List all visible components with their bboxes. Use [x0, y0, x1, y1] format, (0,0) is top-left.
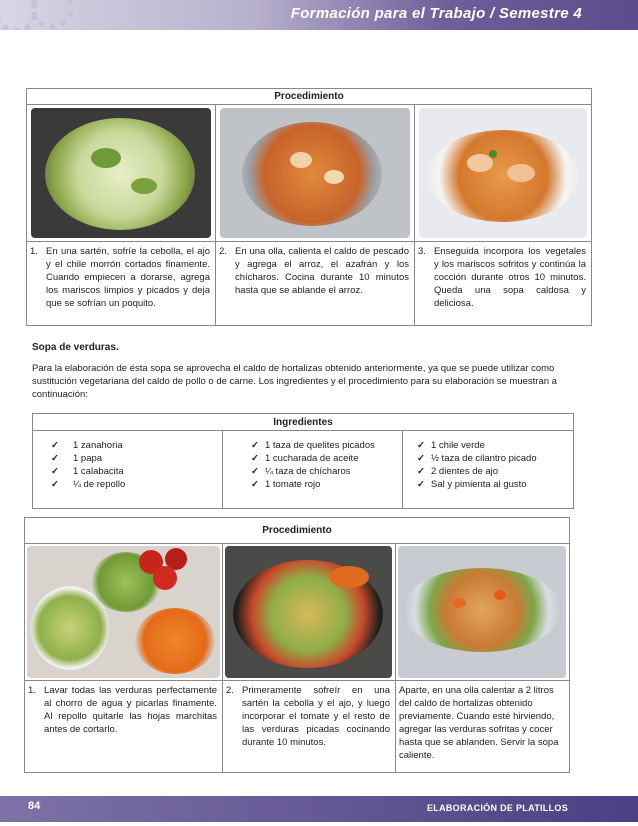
page-number: 84	[28, 800, 41, 812]
procedure-step: 3. Enseguida incorpora los vegetales y los mariscos sofritos y continúa la cocción durante otros 10 minutos. Queda una sopa caldosa y deliciosa.	[418, 246, 586, 309]
footer-section-title: ELABORACIÓN DE PLATILLOS	[426, 803, 568, 813]
photo-cell	[25, 544, 223, 680]
list-item: ✓ Sal y pimienta al gusto	[417, 479, 527, 490]
check-icon: ✓	[251, 440, 259, 451]
list-item: ✓ ½ taza de cilantro picado	[417, 453, 537, 464]
procedure-step: Aparte, en una olla calentar a 2 litros del caldo de hortalizas obtenido previamente. Cuando esté hirviendo, agregar las verduras sofritas y cocer hasta que se ablanden. Servir la sopa caliente.	[399, 685, 559, 761]
list-item: ✓ 1 taza de quelites picados	[251, 440, 375, 451]
check-icon: ✓	[51, 440, 59, 451]
ingredients-col	[403, 431, 573, 508]
list-item: ✓ 2 dientes de ajo	[417, 466, 499, 477]
procedure-step: 1. Lavar todas las verduras perfectamente al chorro de agua y picarlas finamente. Al repollo quitarle las hojas marchitas antes de cortarlo.	[25, 681, 223, 772]
photo-chopped-vegetables	[27, 546, 220, 678]
ingredients-header: Ingredientes	[33, 414, 573, 431]
procedure-table-seafood	[26, 88, 592, 326]
procedure-table-vegetable-soup	[24, 517, 570, 773]
procedure-step: 2. Primeramente sofreír en una sartén la cebolla y el ajo, y luego incorporar el tomate y el resto de las verduras picadas cocinando durante 10 minutos.	[223, 681, 396, 772]
list-item: ✓ ¼ de repollo	[51, 479, 126, 490]
ingredients-col	[223, 431, 403, 508]
procedure-step: 2. En una olla, calienta el caldo de pescado y agrega el arroz, el azafrán y los chícharos. Cocina durante 10 minutos hasta que se ablande el arroz.	[216, 242, 415, 325]
photo-rice-pot	[220, 108, 410, 238]
section-title: Sopa de verduras.	[32, 342, 119, 353]
check-icon: ✓	[251, 466, 259, 477]
check-icon: ✓	[251, 479, 259, 490]
photo-cell	[415, 105, 591, 241]
check-icon: ✓	[417, 466, 425, 477]
check-icon: ✓	[51, 466, 59, 477]
list-item: ✓ ¼ taza de chícharos	[251, 466, 351, 477]
photo-sauteed-onion	[31, 108, 211, 238]
section-intro: Para la elaboración de ésta sopa se aprovecha el caldo de hortalizas obtenido anteriormente, ya que se puede utilizar como sustitución vegetariana del caldo de pollo o de carne. Los ingredientes y el procedimiento para su elaboración se muestran a continuación:	[32, 363, 557, 400]
photo-cell	[396, 544, 569, 680]
check-icon: ✓	[417, 440, 425, 451]
photo-soup-pot	[398, 546, 566, 678]
check-icon: ✓	[51, 453, 59, 464]
photo-frying-pan	[225, 546, 392, 678]
ingredients-col	[33, 431, 223, 508]
ingredients-table	[32, 413, 574, 509]
photo-cell	[27, 105, 216, 241]
photo-cell	[223, 544, 396, 680]
page-footer	[0, 796, 638, 822]
procedure-step: 1. En una sartén, sofríe la cebolla, el ajo y el chile morrón cortados finamente. Cuando empiecen a dorarse, agrega los mariscos limpios y picados y deja que se sofrían un poquito.	[27, 242, 216, 325]
photo-cell	[216, 105, 415, 241]
list-item: ✓ 1 papa	[51, 453, 103, 464]
page-header	[0, 0, 638, 30]
gear-icon	[30, 0, 74, 30]
list-item: ✓ 1 calabacita	[51, 466, 124, 477]
list-item: ✓ 1 cucharada de aceite	[251, 453, 359, 464]
check-icon: ✓	[417, 453, 425, 464]
list-item: ✓ 1 chile verde	[417, 440, 485, 451]
list-item: ✓ 1 zanahoria	[51, 440, 123, 451]
procedure-header: Procedimiento	[25, 518, 569, 544]
procedure-header: Procedimiento	[27, 89, 591, 105]
photo-seafood-soup	[419, 108, 587, 238]
check-icon: ✓	[51, 479, 59, 490]
check-icon: ✓	[417, 479, 425, 490]
header-title: Formación para el Trabajo / Semestre 4	[290, 5, 582, 22]
list-item: ✓ 1 tomate rojo	[251, 479, 321, 490]
check-icon: ✓	[251, 453, 259, 464]
